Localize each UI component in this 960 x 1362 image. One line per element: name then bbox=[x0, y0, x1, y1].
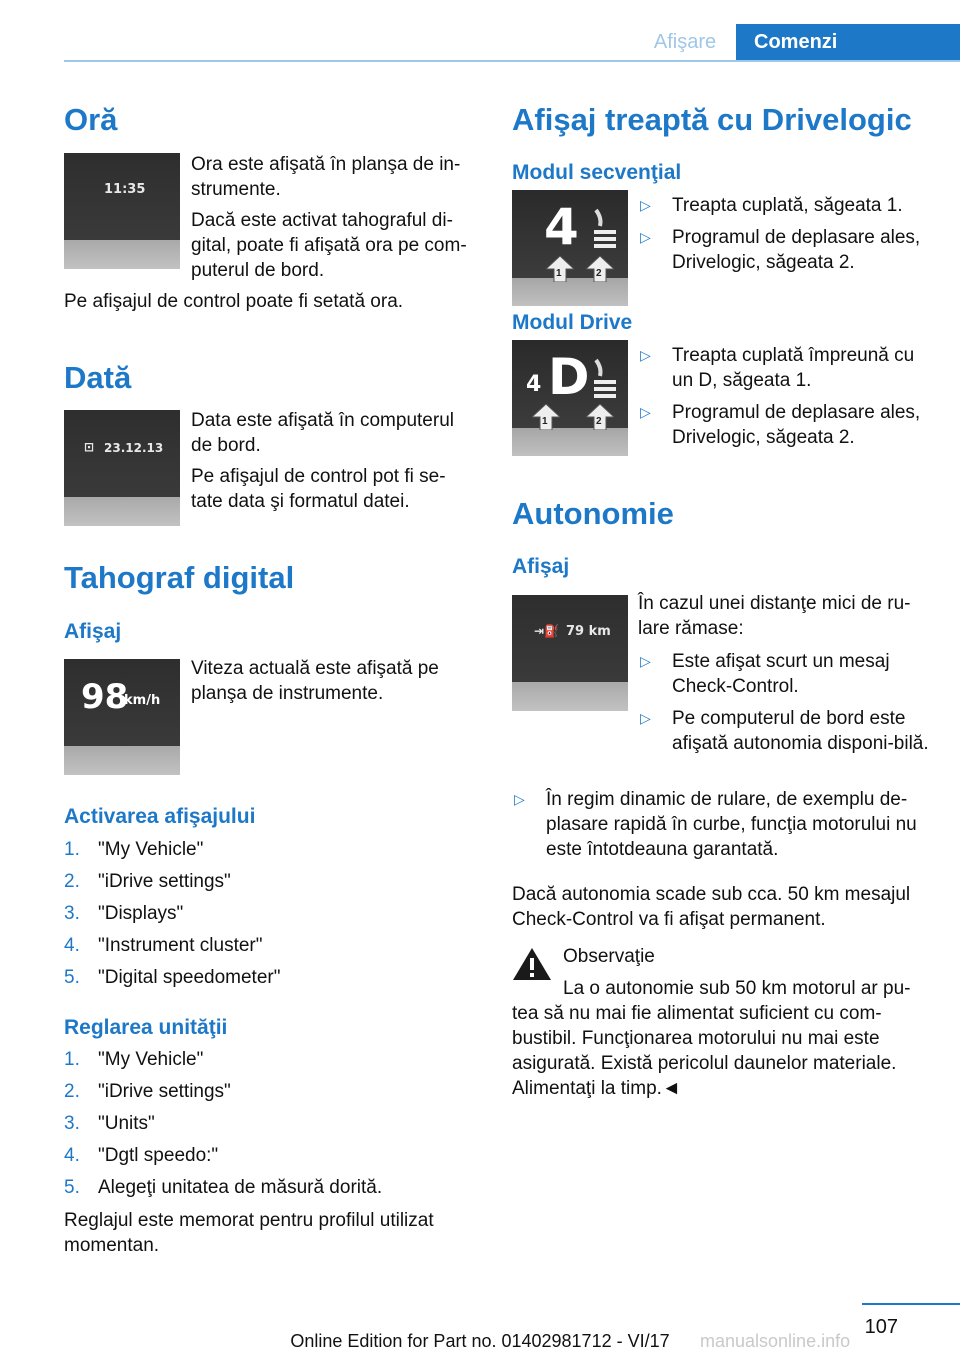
list-item-text: Pe computerul de bord este afişată autonomia disponi‐bilă. bbox=[672, 708, 929, 754]
range-intro: În cazul unei distanţe mici de ru‐lare rămase: bbox=[638, 593, 911, 639]
range-list bbox=[638, 649, 938, 763]
step-number: 5. bbox=[64, 967, 80, 988]
calendar-icon: ⊡ bbox=[84, 440, 95, 454]
range-display-subheading: Afişaj bbox=[512, 555, 570, 578]
drive-small-gear: 4 bbox=[526, 372, 542, 397]
step-text: "iDrive settings" bbox=[98, 871, 231, 892]
bullet-triangle-icon: ▷ bbox=[640, 197, 651, 213]
step-text: "Digital speedometer" bbox=[98, 967, 281, 988]
list-item bbox=[638, 706, 938, 756]
tachograph-paragraph-1: Viteza actuală este afişată pe planşa de instrumente. bbox=[191, 658, 439, 704]
step-number: 3. bbox=[64, 1113, 80, 1134]
list-item-text: Programul de deplasare ales, Drivelogic, săgeata 2. bbox=[672, 402, 921, 448]
list-item bbox=[638, 649, 938, 699]
step-text: "iDrive settings" bbox=[98, 1081, 231, 1102]
list-item-text: Treapta cuplată împreună cu un D, săgeata 1. bbox=[672, 345, 915, 391]
time-display-image bbox=[64, 153, 180, 269]
list-item bbox=[64, 1140, 484, 1172]
range-screen-text: 79 km bbox=[566, 624, 611, 639]
step-text: "My Vehicle" bbox=[98, 1049, 204, 1070]
list-item-text: Este afişat scurt un mesaj Check-Control. bbox=[672, 651, 890, 697]
step-text: "Instrument cluster" bbox=[98, 935, 263, 956]
bullet-triangle-icon: ▷ bbox=[640, 710, 651, 726]
date-display-image bbox=[64, 410, 180, 526]
list-item bbox=[64, 1044, 484, 1076]
list-item bbox=[64, 1172, 484, 1204]
time-paragraph-1: Ora este afişată în planşa de in‐strumente. bbox=[191, 154, 461, 200]
list-item bbox=[512, 787, 932, 862]
warning-title: Observaţie bbox=[563, 946, 655, 967]
speed-screen-value: 98 bbox=[81, 677, 129, 717]
step-number: 1. bbox=[64, 1049, 80, 1070]
page-number: 107 bbox=[864, 1316, 898, 1338]
list-item bbox=[64, 866, 484, 898]
list-item bbox=[64, 834, 484, 866]
list-item bbox=[638, 193, 938, 218]
list-item bbox=[638, 225, 938, 275]
footer-edition: Online Edition for Part no. 01402981712 - VI/17 bbox=[290, 1331, 670, 1351]
watermark: manualsonline.info bbox=[700, 1331, 851, 1351]
arrow-2-label: 2 bbox=[596, 268, 602, 279]
gear-display-heading: Afişaj treaptă cu Drivelogic bbox=[512, 102, 912, 137]
sequential-mode-subheading: Modul secvenţial bbox=[512, 161, 682, 184]
list-item-text: Treapta cuplată, săgeata 1. bbox=[672, 195, 903, 216]
speed-screen-unit: km/h bbox=[124, 693, 161, 708]
drive-mode-list bbox=[638, 343, 938, 457]
drive-mode-image bbox=[512, 340, 628, 456]
activate-steps-list bbox=[64, 834, 484, 994]
step-number: 3. bbox=[64, 903, 80, 924]
list-item bbox=[64, 930, 484, 962]
sequential-mode-image bbox=[512, 190, 628, 306]
step-text: "Dgtl speedo:" bbox=[98, 1145, 219, 1166]
header-divider bbox=[64, 60, 960, 62]
date-paragraph-2: Pe afişajul de control pot fi se‐tate data şi formatul datei. bbox=[191, 466, 446, 512]
drivelogic-bars-icon bbox=[592, 208, 622, 252]
warning-icon bbox=[512, 946, 552, 982]
header-tab-controls[interactable]: Comenzi bbox=[736, 24, 960, 61]
date-screen-text: 23.12.13 bbox=[104, 441, 164, 455]
drive-gear-value: D bbox=[548, 348, 590, 406]
date-paragraph-1: Data este afişată în computerul de bord. bbox=[191, 410, 454, 456]
unit-steps-list bbox=[64, 1044, 484, 1204]
arrow-2-label: 2 bbox=[596, 416, 602, 427]
bullet-triangle-icon: ▷ bbox=[640, 347, 651, 363]
range-display-image bbox=[512, 595, 628, 711]
range-heading: Autonomie bbox=[512, 496, 674, 531]
list-item bbox=[638, 343, 938, 393]
sequential-mode-list bbox=[638, 193, 938, 282]
units-note-paragraph: Reglajul este memorat pentru profilul utilizat momentan. bbox=[64, 1210, 434, 1256]
tachograph-display-subheading: Afişaj bbox=[64, 620, 122, 643]
step-number: 4. bbox=[64, 935, 80, 956]
warning-first-line: La o autonomie sub 50 km motorul ar pu‐ bbox=[563, 978, 911, 999]
bullet-triangle-icon: ▷ bbox=[640, 404, 651, 420]
step-text: Alegeţi unitatea de măsură dorită. bbox=[98, 1177, 383, 1198]
step-number: 2. bbox=[64, 1081, 80, 1102]
range-paragraph: Dacă autonomia scade sub cca. 50 km mesajul Check-Control va fi afişat permanent. bbox=[512, 884, 911, 930]
arrow-1-label: 1 bbox=[542, 416, 548, 427]
arrow-1-label: 1 bbox=[556, 268, 562, 279]
bullet-triangle-icon: ▷ bbox=[640, 229, 651, 245]
list-item-text: În regim dinamic de rulare, de exemplu de‐plasare rapidă în curbe, funcţia motorului nu este întotdeauna garantată. bbox=[546, 789, 917, 860]
fuel-pump-icon: ⇥⛽ bbox=[534, 624, 559, 638]
list-item bbox=[64, 1076, 484, 1108]
drivelogic-bars-icon bbox=[592, 358, 622, 402]
tachograph-heading: Tahograf digital bbox=[64, 560, 295, 595]
bullet-triangle-icon: ▷ bbox=[514, 791, 525, 807]
time-screen-text: 11:35 bbox=[104, 182, 146, 197]
step-text: "Displays" bbox=[98, 903, 184, 924]
date-heading: Dată bbox=[64, 360, 132, 395]
list-item bbox=[64, 962, 484, 994]
drive-mode-subheading: Modul Drive bbox=[512, 311, 633, 334]
sequential-gear-value: 4 bbox=[544, 198, 579, 256]
activate-display-subheading: Activarea afişajului bbox=[64, 805, 256, 828]
step-number: 5. bbox=[64, 1177, 80, 1198]
units-subheading: Reglarea unităţii bbox=[64, 1016, 228, 1039]
time-heading: Oră bbox=[64, 102, 118, 137]
range-dynamic-list bbox=[512, 787, 932, 869]
header-tab-display[interactable]: Afişare bbox=[653, 31, 717, 53]
step-number: 1. bbox=[64, 839, 80, 860]
bullet-triangle-icon: ▷ bbox=[640, 653, 651, 669]
time-paragraph-3: Pe afişajul de control poate fi setată ora. bbox=[64, 291, 404, 312]
list-item bbox=[64, 1108, 484, 1140]
speed-display-image bbox=[64, 659, 180, 775]
list-item bbox=[64, 898, 484, 930]
step-text: "My Vehicle" bbox=[98, 839, 204, 860]
footer-divider bbox=[862, 1303, 960, 1305]
step-number: 4. bbox=[64, 1145, 80, 1166]
time-paragraph-2: Dacă este activat tahograful di‐gital, poate fi afişată ora pe com‐puterul de bord. bbox=[191, 210, 467, 281]
warning-body: tea să nu mai fie alimentat suficient cu com‐bustibil. Funcţionarea motorului nu mai este asigurată. Există pericolul daunelor materiale. Alimentaţi la timp.◄ bbox=[512, 1003, 897, 1099]
step-text: "Units" bbox=[98, 1113, 155, 1134]
list-item bbox=[638, 400, 938, 450]
step-number: 2. bbox=[64, 871, 80, 892]
list-item-text: Programul de deplasare ales, Drivelogic, săgeata 2. bbox=[672, 227, 921, 273]
